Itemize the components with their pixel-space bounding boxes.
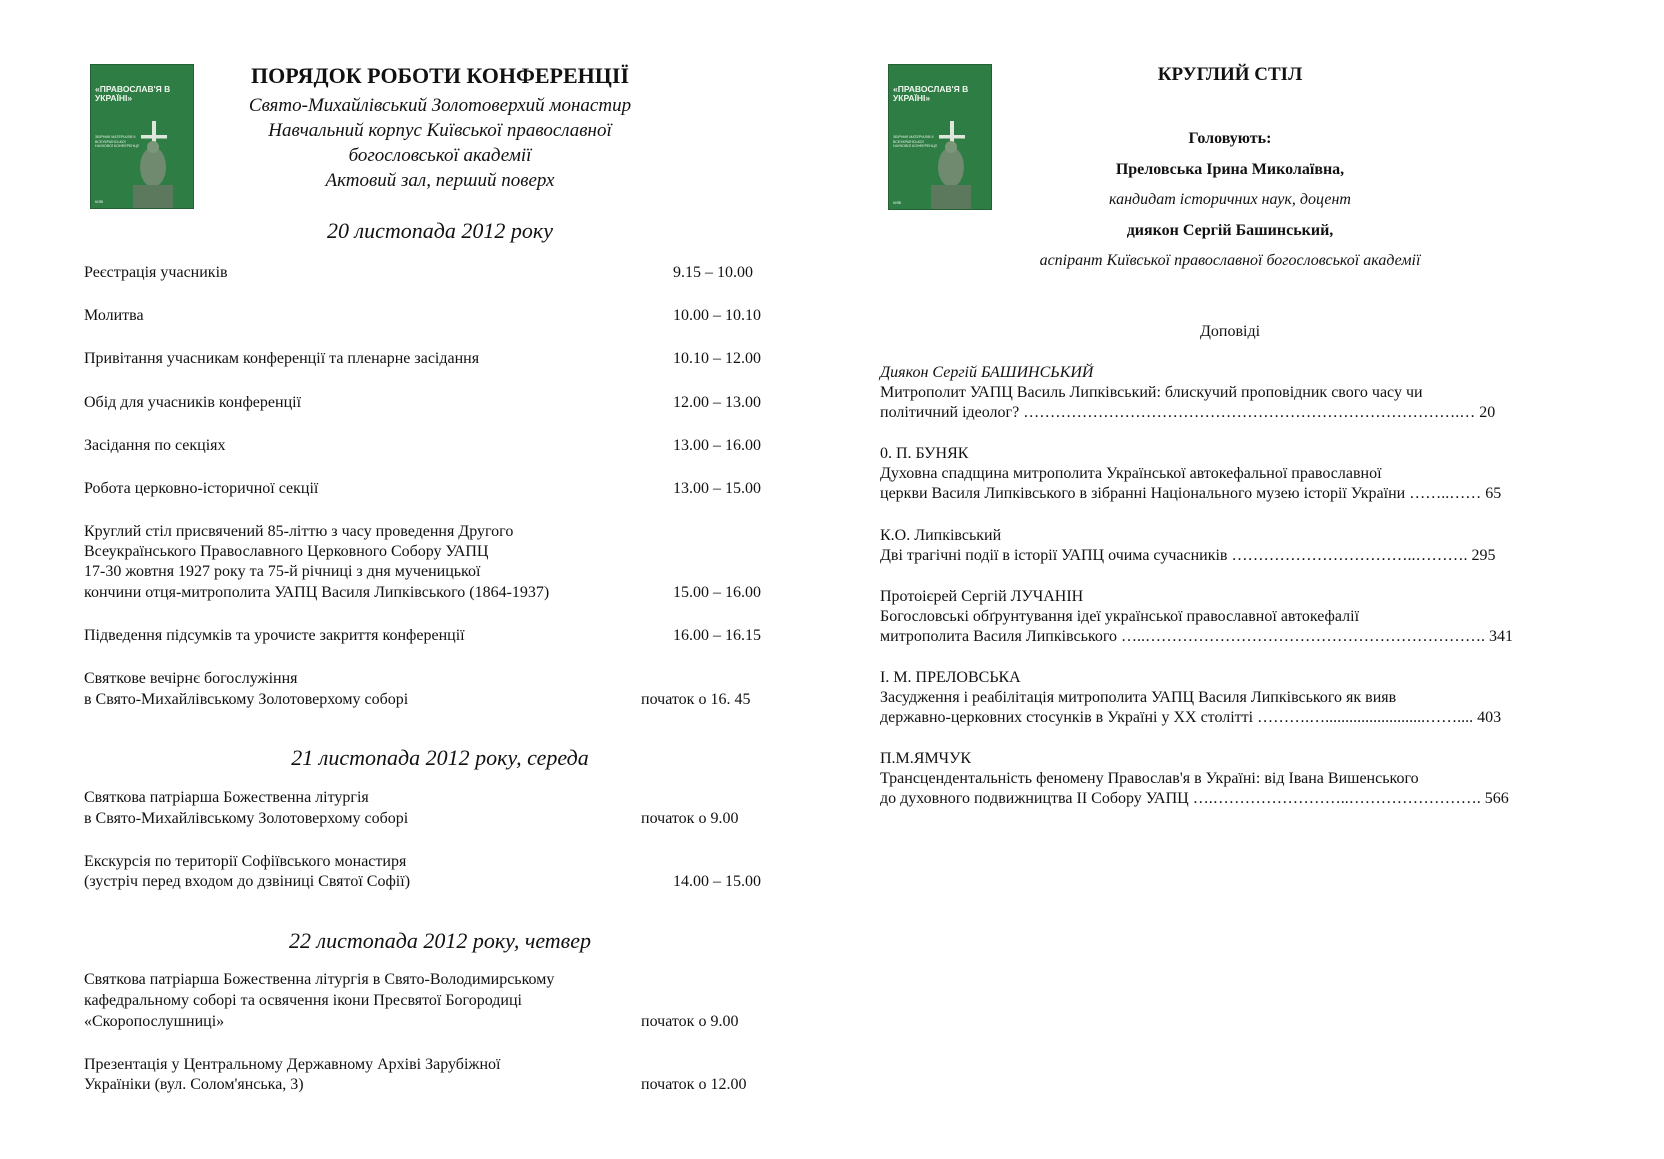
- book-bottom: КИЇВ: [95, 200, 104, 204]
- chair-title: кандидат історичних наук, доцент: [1109, 191, 1351, 208]
- chair-name: Преловська Ірина Миколаївна,: [1115, 161, 1345, 178]
- report-title: Трансцендентальність феномену Православ'я в Україні: від Івана Вишенського: [880, 770, 1419, 787]
- schedule-item-text: Україніки (вул. Солом'янська, 3): [84, 1076, 304, 1093]
- schedule-item-text: Круглий стіл присвячений 85-літтю з часу проведення Другого: [84, 523, 514, 540]
- schedule-item-text: (зустріч перед входом до дзвіниці Святої Софії): [84, 873, 411, 890]
- report-item: [880, 526, 1495, 566]
- day-title: 20 листопада 2012 року: [327, 218, 553, 243]
- schedule-item-time: 12.00 – 13.00: [673, 394, 761, 411]
- schedule-item-text: Реєстрація учасників: [84, 264, 228, 281]
- report-author: К.О. Липківський: [880, 527, 1002, 544]
- schedule-item-text: Святкова патріарша Божественна літургія в Свято-Володимирському: [84, 971, 555, 988]
- report-title: Дві трагічні події в історії УАПЦ очима сучасників ……………………………..………. 295: [880, 547, 1496, 564]
- report-item: [880, 363, 1495, 423]
- schedule-item-text: Обід для учасників конференції: [84, 394, 302, 411]
- page-title: ПОРЯДОК РОБОТИ КОНФЕРЕНЦІЇ: [250, 63, 630, 88]
- venue-line-3: богословської академії: [348, 145, 532, 166]
- schedule-item-text: Екскурсія по території Софіївського монастиря: [84, 853, 407, 870]
- schedule-item-text: Робота церковно-історичної секції: [84, 480, 319, 497]
- schedule: [0, 0, 800, 1159]
- report-title: церкви Василя Липківського в зібранні Національного музею історії України ……..…… 65: [880, 485, 1502, 502]
- reports-label: Доповіді: [1199, 323, 1261, 340]
- day-title: 21 листопада 2012 року, середа: [291, 745, 589, 770]
- day-title: 22 листопада 2012 року, четвер: [288, 928, 591, 953]
- report-title: до духовного подвижництва ІІ Собору УАПЦ ….……………………..……………………. 566: [880, 790, 1509, 807]
- schedule-item-text: Підведення підсумків та урочисте закриття конференції: [84, 627, 465, 644]
- schedule-item-text: «Скоропослушниці»: [84, 1013, 225, 1030]
- book-subtitle: ЗБІРНИК МАТЕРІАЛІВ ІІ ВСЕУКРАЇНСЬКОЇ НАУКОВОЇ КОНФЕРЕНЦІЇ: [893, 135, 937, 149]
- report-title: Духовна спадщина митрополита Української автокефальної православної: [880, 465, 1382, 482]
- report-title: митрополита Василя Липківського …..………………………………………………………. 341: [880, 628, 1514, 645]
- book-title: «ПРАВОСЛАВ'Я В УКРАЇНІ»: [95, 84, 171, 104]
- report-title: державно-церковних стосунків в Україні у ХХ столітті ……….….........................…….... 403: [880, 709, 1502, 726]
- schedule-item-time: 16.00 – 16.15: [673, 627, 761, 644]
- schedule-item-text: в Свято-Михайлівському Золотоверхому соборі: [84, 691, 409, 708]
- schedule-item-text: кончини отця-митрополита УАПЦ Василя Липківського (1864-1937): [84, 584, 550, 601]
- schedule-item-time: початок о 9.00: [641, 1013, 739, 1030]
- book-subtitle: ЗБІРНИК МАТЕРІАЛІВ ІІ ВСЕУКРАЇНСЬКОЇ НАУКОВОЇ КОНФЕРЕНЦІЇ: [95, 135, 139, 149]
- report-author: Диякон Сергій БАШИНСЬКИЙ: [880, 364, 1094, 381]
- report-title: Митрополит УАПЦ Василь Липківський: блискучий проповідник свого часу чи: [880, 384, 1423, 401]
- report-item: [880, 444, 1501, 504]
- report-author: Протоієрей Сергій ЛУЧАНІН: [880, 588, 1084, 605]
- report-title: Богословські обґрунтування ідеї української православної автокефалії: [880, 608, 1360, 625]
- schedule-item-text: 17-30 жовтня 1927 року та 75-й річниці з дня мученицької: [84, 563, 481, 580]
- schedule-item-time: початок о 16. 45: [641, 691, 751, 708]
- schedule-item-time: 15.00 – 16.00: [673, 584, 761, 601]
- schedule-item-time: 13.00 – 15.00: [673, 480, 761, 497]
- report-title: Засудження і реабілітація митрополита УАПЦ Василя Липківського як вияв: [880, 689, 1397, 706]
- schedule-item-time: 10.10 – 12.00: [673, 350, 761, 367]
- schedule-item-text: Святкова патріарша Божественна літургія: [84, 789, 369, 806]
- report-item: [880, 587, 1513, 647]
- round-table-title: КРУГЛИЙ СТІЛ: [1157, 64, 1303, 85]
- report-item: [880, 749, 1509, 809]
- venue-line-1: Свято-Михайлівський Золотоверхий монастир: [248, 95, 632, 116]
- schedule-item-time: початок о 9.00: [641, 810, 739, 827]
- schedule-item-text: кафедральному соборі та освячення ікони Пресвятої Богородиці: [84, 992, 522, 1009]
- schedule-item-text: Молитва: [84, 307, 144, 324]
- schedule-item-time: 13.00 – 16.00: [673, 437, 761, 454]
- schedule-item-time: 14.00 – 15.00: [673, 873, 761, 890]
- chair-title: аспірант Київської православної богословської академії: [1039, 252, 1421, 269]
- report-item: [880, 668, 1501, 728]
- book-bottom: КИЇВ: [893, 201, 902, 205]
- schedule-item-time: початок о 12.00: [641, 1076, 747, 1093]
- report-author: П.М.ЯМЧУК: [880, 750, 972, 767]
- schedule-item-text: Всеукраїнського Православного Церковного Собору УАПЦ: [84, 543, 489, 560]
- chairs-label: Головують:: [1188, 130, 1272, 147]
- chair-name: диякон Сергій Башинський,: [1126, 222, 1334, 239]
- report-title: політичний ідеолог? ……………………………………………………………………….… 20: [880, 404, 1496, 421]
- schedule-item-time: 9.15 – 10.00: [673, 264, 753, 281]
- schedule-item-text: Святкове вечірнє богослужіння: [84, 670, 298, 687]
- schedule-item-text: Презентація у Центральному Державному Архіві Зарубіжної: [84, 1056, 501, 1073]
- schedule-item-text: Засідання по секціях: [84, 437, 226, 454]
- venue-line-4: Актовий зал, перший поверх: [325, 170, 555, 191]
- schedule-item-time: 10.00 – 10.10: [673, 307, 761, 324]
- book-title: «ПРАВОСЛАВ'Я В УКРАЇНІ»: [893, 84, 969, 104]
- report-author: І. М. ПРЕЛОВСЬКА: [880, 669, 1021, 686]
- report-author: 0. П. БУНЯК: [880, 445, 969, 462]
- schedule-item-text: Привітання учасникам конференції та пленарне засідання: [84, 350, 480, 367]
- schedule-item-text: в Свято-Михайлівському Золотоверхому соборі: [84, 810, 409, 827]
- venue-line-2: Навчальний корпус Київської православної: [268, 120, 612, 141]
